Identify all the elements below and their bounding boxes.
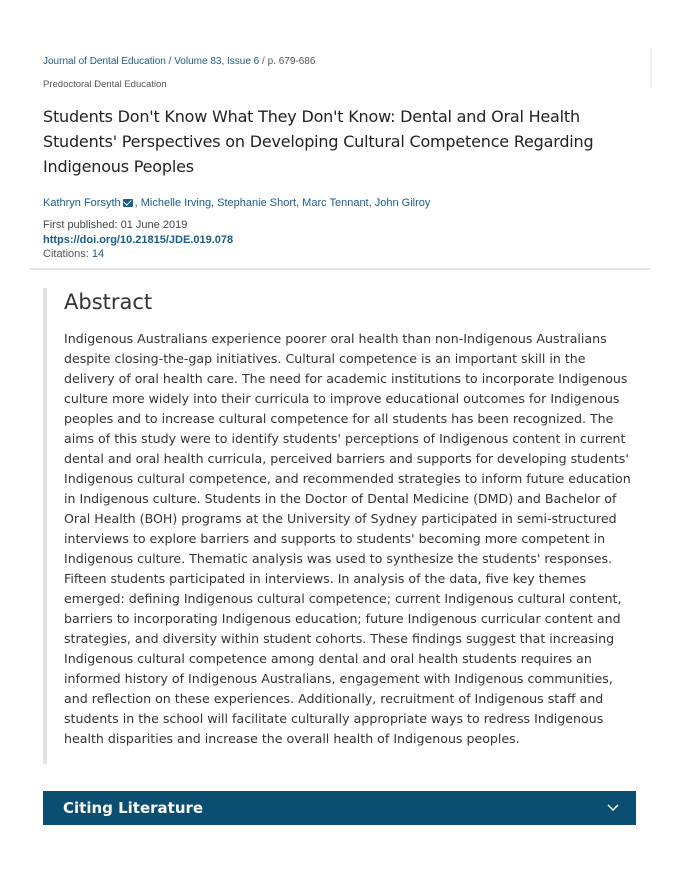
citation-count [43,248,643,260]
author-list [43,197,643,209]
page-range: p. 679-686 [267,56,316,67]
abstract-heading: Abstract [64,290,153,314]
author-link[interactable]: Kathryn Forsyth [43,197,121,209]
section-label: Predoctoral Dental Education [43,79,167,90]
citing-literature-accordion[interactable] [43,791,636,825]
abstract-text: Indigenous Australians experience poorer oral health than non-Indigenous Australians despite closing-the-gap initiatives. Cultural competence is an important skill in the delivery of oral health care. The need for academic institutions to incorporate Indigenous culture more widely into their curricula to improve educational outcomes for Indigenous peoples and to increase cultural competence for all students has been recognized. The aims of this study were to identify students' perceptions of Indigenous content in current dental and oral health curricula, perceived barriers and supports for developing students' Indigenous cultural competence, and recommended strategies to inform future education in Indigenous culture. Students in the Doctor of Dental Medicine (DMD) and Bachelor of Oral Health (BOH) programs at the University of Sydney participated in semi-structured interviews to explore barriers and supports to students' becoming more competent in Indigenous culture. Thematic analysis was used to synthesize the students' responses. Fifteen students participated in interviews. In analysis of the data, five key themes emerged: defining Indigenous cultural competence; current Indigenous cultural content, barriers to incorporating Indigenous education; future Indigenous curricular content and strategies, and diversity within student cohorts. These findings suggest that increasing Indigenous cultural competence among dental and oral health students requires an informed history of Indigenous Australians, engagement with Indigenous communities, and reflection on these experiences. Additionally, recruitment of Indigenous staff and students in the school will facilitate culturally appropriate ways to redress Indigenous health disparities and increase the overall health of Indigenous peoples. [64,331,631,746]
abstract-section [43,288,641,764]
breadcrumb-separator: / [259,56,268,67]
chevron-down-icon[interactable] [606,801,620,815]
article-title: Students Don't Know What They Don't Know: Dental and Oral Health Students' Perspectives on Developing Cultural Competence Regarding Indigenous Peoples [43,107,594,176]
email-icon[interactable] [123,199,133,207]
citations-label: Citations: [43,248,92,260]
doi-link[interactable]: https://doi.org/10.21815/JDE.019.078 [43,234,234,246]
author-link[interactable]: , Michelle Irving, Stephanie Short, Marc Tennant, John Gilroy [134,197,431,209]
article-header [43,55,643,260]
citations-count-link[interactable]: 14 [91,248,105,260]
citing-literature-label: Citing Literature [63,799,204,817]
header-divider [30,268,650,270]
divider [650,48,652,88]
publication-date: First published: 01 June 2019 [43,219,188,231]
journal-link[interactable]: Journal of Dental Education / Volume 83, Issue 6 [43,56,260,67]
journal-breadcrumb [43,55,643,69]
